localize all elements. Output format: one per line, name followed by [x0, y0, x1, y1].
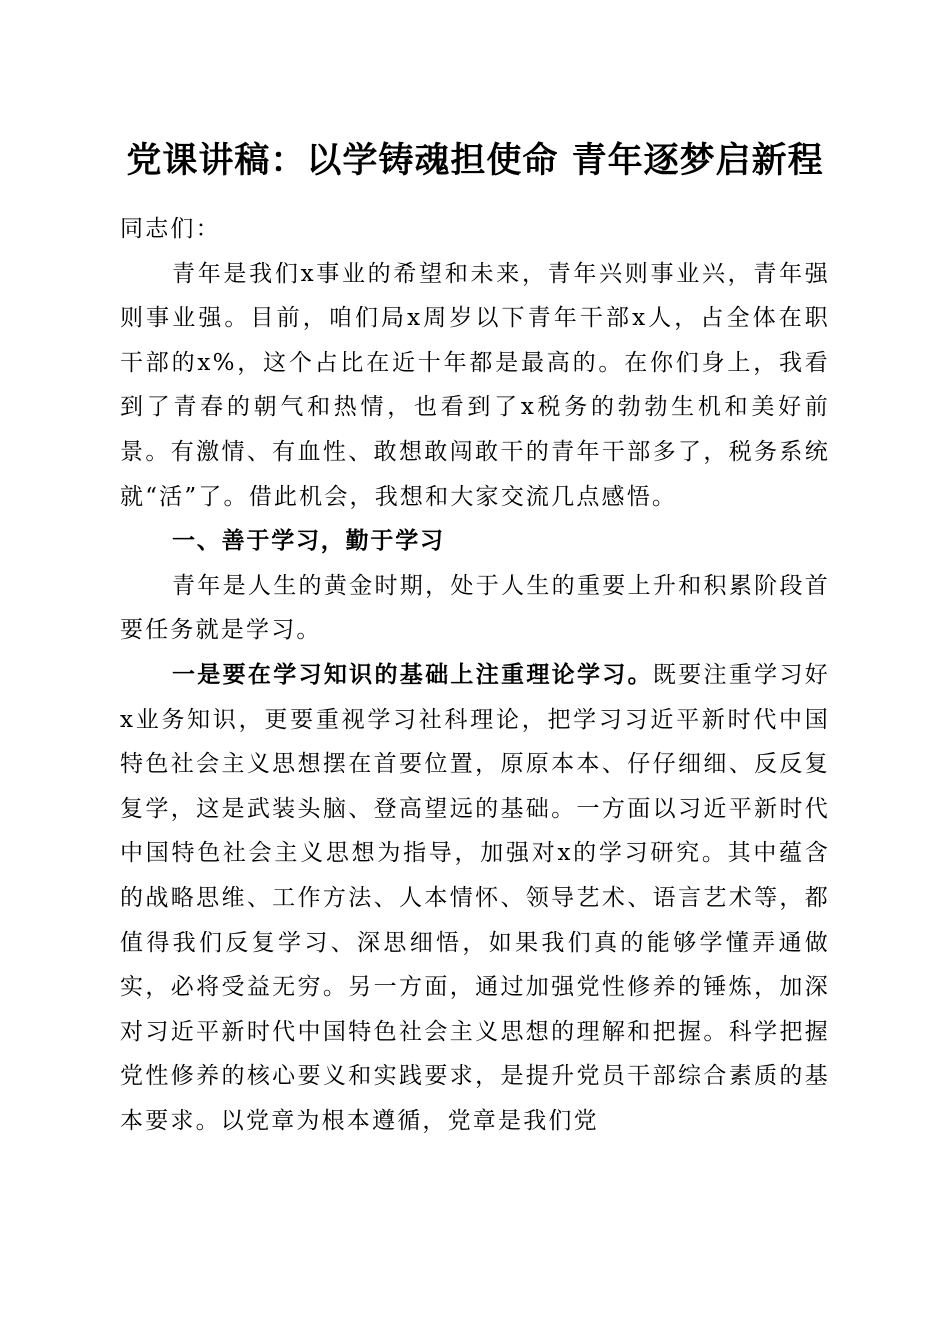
paragraph: 青年是人生的黄金时期，处于人生的重要上升和积累阶段首要任务就是学习。 [120, 572, 830, 644]
paragraph-body-text: 既要注重学习好x业务知识，更要重视学习社科理论，把学习习近平新时代中国特色社会主义思想摆在首要位置，原原本本、仔仔细细、反反复复学，这是武装头脑、登高望远的基础。一方面以习近平新时代中国特色社会主义思想为指导，加强对x的学习研究。其中蕴含的战略思维、工作方法、人本情怀、领导艺术、语言艺术等，都值得我们反复学习、深思细悟，如果我们真的能够学懂弄通做实，必将受益无穷。另一方面，通过加强党性修养的锤炼，加深对习近平新时代中国特色社会主义思想的理解和把握。科学把握党性修养的核心要义和实践要求，是提升党员干部综合素质的基本要求。以党章为根本遵循，党章是我们党 [120, 661, 830, 1134]
document-title: 党课讲稿：以学铸魂担使命 青年逐梦启新程 [126, 141, 824, 181]
document-body [120, 207, 830, 1143]
paragraph-lead-sentence: 一是要在学习知识的基础上注重理论学习。 [172, 660, 653, 688]
paragraph: 青年是我们x事业的希望和未来，青年兴则事业兴，青年强则事业强。目前，咱们局x周岁以下青年干部x人，占全体在职干部的x%，这个占比在近十年都是最高的。在你们身上，我看到了青春的朝气和热情，也看到了x税务的勃勃生机和美好前景。有激情、有血性、敢想敢闯敢干的青年干部多了，税务系统就“活”了。借此机会，我想和大家交流几点感悟。 [120, 260, 830, 510]
paragraph [120, 653, 830, 1144]
salutation: 同志们： [120, 216, 221, 242]
section-heading: 一、善于学习，勤于学习 [172, 528, 445, 555]
